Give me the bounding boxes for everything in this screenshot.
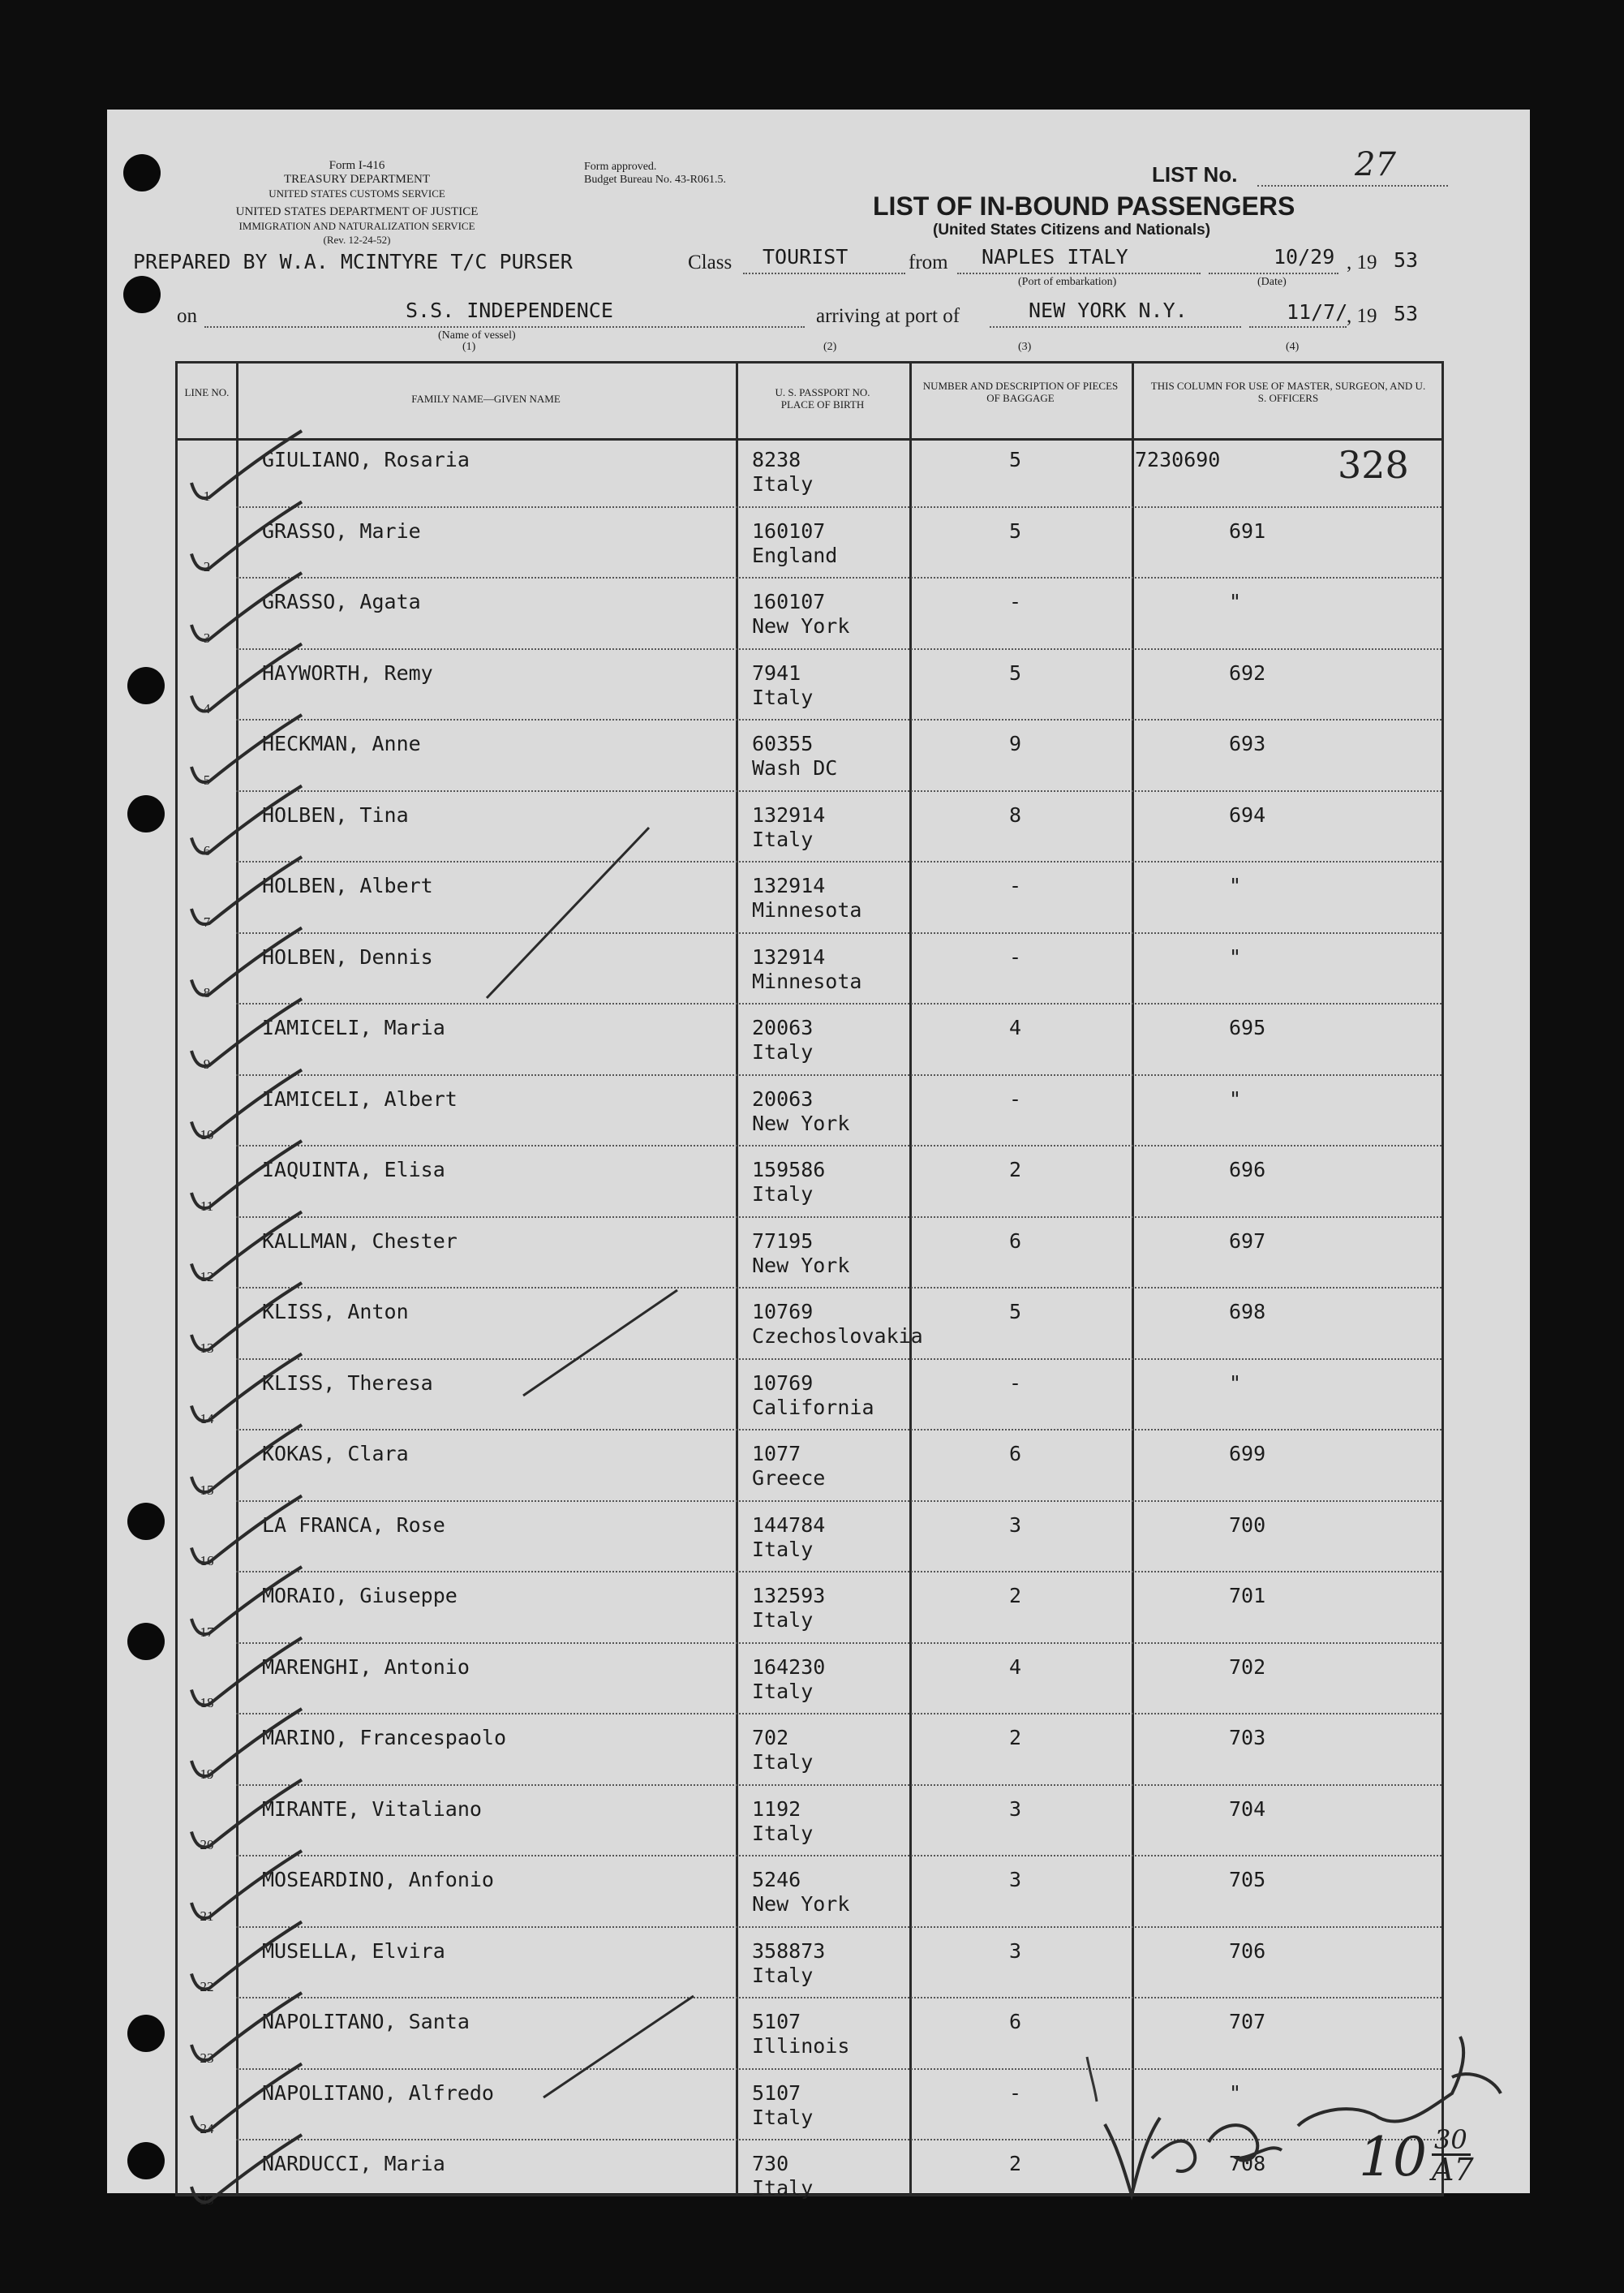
passenger-name: KLISS, Theresa (262, 1370, 433, 1395)
place-of-birth: Italy (752, 1679, 814, 1703)
line-number: 13 (200, 1340, 214, 1356)
line-number: 14 (200, 1411, 214, 1426)
line-number: 16 (200, 1553, 214, 1568)
place-of-birth: Minnesota (752, 898, 862, 922)
officer-number: 697 (1229, 1228, 1266, 1253)
passport-number: 132593 (752, 1584, 826, 1607)
line-number: 20 (200, 1837, 214, 1852)
header-baggage: NUMBER AND DESCRIPTION OF PIECES OF BAGGAGE (922, 380, 1119, 404)
place-of-birth: Italy (752, 827, 814, 851)
passport-number: 132914 (752, 944, 826, 969)
place-of-birth: New York (752, 1111, 850, 1135)
passenger-name: IAMICELI, Albert (262, 1086, 458, 1111)
passenger-name: NARDUCCI, Maria (262, 2152, 445, 2175)
passenger-name: GIULIANO, Rosaria (262, 448, 470, 471)
passport-number: 132914 (752, 874, 826, 897)
table-row (178, 1716, 1441, 1788)
treasury-dept: TREASURY DEPARTMENT (283, 173, 431, 186)
page-subtitle: (United States Citizens and Nationals) (933, 222, 1211, 239)
passport-number: 10769 (752, 1300, 814, 1323)
budget-bureau-text: Budget Bureau No. 43-R061.5. (584, 174, 726, 186)
justice-dept: UNITED STATES DEPARTMENT OF JUSTICE (235, 205, 479, 218)
officer-number: 695 (1229, 1016, 1266, 1039)
passenger-name: KLISS, Anton (262, 1300, 409, 1323)
header-officers: THIS COLUMN FOR USE OF MASTER, SURGEON, AND U. S. OFFICERS (1150, 380, 1426, 404)
line-number: 22 (200, 1979, 214, 1994)
officer-number: 703 (1229, 1726, 1266, 1749)
row-divider (236, 861, 1441, 863)
officer-number: " (1229, 590, 1242, 613)
handwritten-note-top: 30 (1434, 2124, 1467, 2155)
place-of-birth: Czechoslovakia (752, 1324, 923, 1348)
passport-number: 7941 (752, 660, 801, 685)
place-of-birth: California (752, 1395, 874, 1419)
header-line-no: LINE NO. (184, 386, 230, 398)
baggage-count: 5 (1009, 1300, 1022, 1323)
handwritten-row-number: 328 (1338, 443, 1409, 487)
baggage-count: 4 (1009, 1654, 1022, 1679)
table-row (178, 1432, 1441, 1504)
customs-service: UNITED STATES CUSTOMS SERVICE (269, 187, 445, 200)
class-label: Class (688, 252, 733, 273)
passport-number: 20063 (752, 1016, 814, 1039)
passport-number: 132914 (752, 802, 826, 827)
baggage-count: 3 (1009, 1868, 1022, 1891)
punch-hole (127, 1623, 165, 1660)
passport-number: 77195 (752, 1228, 814, 1253)
place-of-birth: Italy (752, 472, 814, 496)
table-row (178, 1788, 1441, 1859)
line-number: 12 (200, 1269, 214, 1284)
passenger-table (175, 361, 1444, 2208)
row-divider (236, 1145, 1441, 1146)
passport-number: 8238 (752, 448, 801, 471)
row-divider (236, 1713, 1441, 1714)
line-number: 25 (200, 2192, 214, 2208)
officer-number: 700 (1229, 1512, 1266, 1537)
row-divider (236, 1429, 1441, 1430)
baggage-count: 5 (1009, 660, 1022, 685)
officer-number: 692 (1229, 660, 1266, 685)
line-number: 4 (203, 701, 211, 716)
table-row (178, 1006, 1441, 1078)
port-embark-caption: (Port of embarkation) (1018, 276, 1117, 288)
baggage-count: 5 (1009, 448, 1022, 471)
place-of-birth: Italy (752, 1608, 814, 1632)
officer-number: " (1229, 944, 1242, 969)
from-label: from (909, 252, 948, 273)
departure-year: 53 (1394, 248, 1419, 272)
port-embark-underline (957, 273, 1201, 274)
passport-number: 164230 (752, 1654, 826, 1679)
place-of-birth: Italy (752, 2105, 814, 2129)
baggage-count: 6 (1009, 2010, 1022, 2033)
passenger-name: IAMICELI, Maria (262, 1016, 445, 1039)
table-row (178, 1362, 1441, 1433)
row-divider (236, 1784, 1441, 1786)
approved-text: Form approved. (584, 161, 657, 173)
baggage-count: 3 (1009, 1512, 1022, 1537)
baggage-count: 3 (1009, 1796, 1022, 1821)
header-name: FAMILY NAME—GIVEN NAME (411, 393, 561, 405)
place-of-birth: New York (752, 1253, 850, 1277)
table-row (178, 1148, 1441, 1220)
line-number: 8 (203, 985, 211, 1000)
officer-number: 699 (1229, 1442, 1266, 1465)
passenger-name: GRASSO, Marie (262, 518, 421, 543)
list-number: 27 (1355, 146, 1396, 183)
passenger-name: LA FRANCA, Rose (262, 1512, 445, 1537)
passenger-name: KOKAS, Clara (262, 1442, 409, 1465)
passport-number: 20063 (752, 1086, 814, 1111)
passenger-name: HOLBEN, Dennis (262, 944, 433, 969)
line-number: 1 (203, 488, 211, 504)
row-divider (236, 1358, 1441, 1360)
handwritten-note-main: 10 (1359, 2126, 1427, 2188)
arrival-date: 11/7/ (1287, 300, 1348, 324)
arrival-year-prefix: , 19 (1347, 305, 1377, 327)
passport-number: 159586 (752, 1158, 826, 1181)
baggage-count: 4 (1009, 1016, 1022, 1039)
baggage-count: 6 (1009, 1442, 1022, 1465)
passport-number: 358873 (752, 1938, 826, 1963)
baggage-count: 8 (1009, 802, 1022, 827)
place-of-birth: Italy (752, 1537, 814, 1561)
row-divider (236, 648, 1441, 650)
punch-hole (127, 1503, 165, 1540)
passport-number: 160107 (752, 590, 826, 613)
baggage-count: - (1009, 874, 1022, 897)
officer-number: 693 (1229, 732, 1266, 755)
list-no-label: LIST No. (1152, 162, 1238, 187)
officer-number: 704 (1229, 1796, 1266, 1821)
passenger-name: MUSELLA, Elvira (262, 1938, 445, 1963)
passenger-name: KALLMAN, Chester (262, 1228, 458, 1253)
line-number: 23 (200, 2050, 214, 2066)
line-number: 3 (203, 630, 211, 646)
vessel-name: S.S. INDEPENDENCE (406, 299, 613, 322)
line-number: 6 (203, 843, 211, 858)
baggage-count: - (1009, 944, 1022, 969)
page-title: LIST OF IN-BOUND PASSENGERS (873, 191, 1295, 221)
row-divider (236, 1997, 1441, 1998)
punch-hole (127, 2142, 165, 2179)
place-of-birth: England (752, 543, 838, 567)
officer-number: " (1229, 1370, 1242, 1395)
arrival-year: 53 (1394, 302, 1419, 325)
depart-date-underline (1209, 273, 1338, 274)
vessel-caption-number: (1) (462, 341, 476, 353)
passenger-name: MIRANTE, Vitaliano (262, 1796, 482, 1821)
baggage-count: - (1009, 1086, 1022, 1111)
row-divider (236, 1926, 1441, 1928)
baggage-count: 2 (1009, 1584, 1022, 1607)
line-number: 21 (200, 1908, 214, 1924)
line-number: 17 (200, 1624, 214, 1640)
officer-number: 708 (1229, 2152, 1266, 2175)
col4-number: (4) (1286, 341, 1300, 353)
line-number: 7 (203, 914, 211, 930)
passport-number: 5107 (752, 2010, 801, 2033)
punch-hole (123, 276, 161, 313)
table-row (178, 1646, 1441, 1717)
passenger-name: MARENGHI, Antonio (262, 1654, 470, 1679)
row-divider (236, 790, 1441, 792)
table-row (178, 936, 1441, 1007)
passport-number: 5107 (752, 2080, 801, 2105)
place-of-birth: Italy (752, 1750, 814, 1774)
depart-year-prefix: , 19 (1347, 252, 1377, 273)
place-of-birth: Italy (752, 2176, 814, 2200)
table-row (178, 1078, 1441, 1149)
row-divider (236, 1074, 1441, 1076)
table-row (178, 510, 1441, 581)
baggage-count: - (1009, 590, 1022, 613)
table-row (178, 864, 1441, 936)
table-row (178, 1290, 1441, 1362)
officer-number: " (1229, 2080, 1242, 2105)
table-row (178, 722, 1441, 794)
passport-number: 5246 (752, 1868, 801, 1891)
officer-number: 705 (1229, 1868, 1266, 1891)
table-row (178, 1504, 1441, 1575)
baggage-count: 3 (1009, 1938, 1022, 1963)
baggage-count: 9 (1009, 732, 1022, 755)
place-of-birth: Italy (752, 1182, 814, 1206)
col3-number: (3) (1018, 341, 1032, 353)
line-number: 11 (200, 1198, 214, 1214)
arriving-label: arriving at port of (816, 305, 960, 327)
baggage-count: 2 (1009, 1158, 1022, 1181)
place-of-birth: Italy (752, 1821, 814, 1845)
arrival-date-underline (1249, 326, 1347, 328)
passport-number: 160107 (752, 518, 826, 543)
list-no-underline (1257, 185, 1448, 187)
table-row (178, 2071, 1441, 2143)
form-revision: (Rev. 12-24-52) (323, 234, 391, 246)
row-divider (236, 1287, 1441, 1288)
officer-number: 694 (1229, 802, 1266, 827)
table-row (178, 2142, 1441, 2213)
officer-number: 706 (1229, 1938, 1266, 1963)
row-divider (236, 1571, 1441, 1572)
arrival-port: NEW YORK N.Y. (1029, 299, 1188, 322)
officer-number: 701 (1229, 1584, 1266, 1607)
port-of-embarkation: NAPLES ITALY (982, 245, 1128, 269)
class-underline (743, 273, 905, 274)
line-number: 10 (200, 1127, 214, 1142)
row-divider (236, 932, 1441, 934)
table-row (178, 1929, 1441, 2001)
table-row (178, 794, 1441, 865)
col2-number: (2) (823, 341, 837, 353)
row-divider (236, 719, 1441, 721)
baggage-count: - (1009, 1370, 1022, 1395)
passenger-name: MARINO, Francespaolo (262, 1726, 507, 1749)
class-value: TOURIST (763, 245, 849, 269)
baggage-count: 6 (1009, 1228, 1022, 1253)
line-number: 18 (200, 1695, 214, 1710)
header-passport: U. S. PASSPORT NO. PLACE OF BIRTH (775, 386, 870, 411)
place-of-birth: Italy (752, 1040, 814, 1064)
place-of-birth: Illinois (752, 2034, 850, 2058)
passport-number: 702 (752, 1726, 789, 1749)
on-label: on (177, 305, 197, 327)
passport-number: 1077 (752, 1442, 801, 1465)
passport-number: 1192 (752, 1796, 801, 1821)
passenger-name: HAYWORTH, Remy (262, 660, 433, 685)
officer-number: " (1229, 874, 1242, 897)
officer-number: 696 (1229, 1158, 1266, 1181)
table-row (178, 2000, 1441, 2071)
passenger-name: NAPOLITANO, Alfredo (262, 2080, 494, 2105)
passenger-name: HECKMAN, Anne (262, 732, 421, 755)
passenger-name: MOSEARDINO, Anfonio (262, 1868, 494, 1891)
baggage-count: - (1009, 2080, 1022, 2105)
row-divider (236, 1855, 1441, 1856)
row-divider (236, 506, 1441, 508)
table-row (178, 1574, 1441, 1646)
form-approval (584, 161, 726, 187)
punch-hole (127, 2015, 165, 2052)
passenger-name: MORAIO, Giuseppe (262, 1584, 458, 1607)
vessel-underline (204, 326, 805, 328)
immigration-service: IMMIGRATION AND NATURALIZATION SERVICE (238, 220, 475, 232)
place-of-birth: Italy (752, 1963, 814, 1987)
row-divider (236, 577, 1441, 579)
row-divider (236, 1216, 1441, 1218)
table-row (178, 1220, 1441, 1291)
baggage-count: 2 (1009, 2152, 1022, 2175)
passenger-name: NAPOLITANO, Santa (262, 2010, 470, 2033)
place-of-birth: Greece (752, 1466, 826, 1490)
punch-hole (127, 795, 165, 832)
baggage-count: 5 (1009, 518, 1022, 543)
prepared-by: PREPARED BY W.A. MCINTYRE T/C PURSER (133, 250, 573, 273)
officer-number: 698 (1229, 1300, 1266, 1323)
date-caption: (Date) (1257, 276, 1287, 288)
row-divider (236, 1642, 1441, 1644)
form-number: Form I-416 (329, 159, 385, 172)
line-number: 9 (203, 1056, 211, 1072)
passenger-name: IAQUINTA, Elisa (262, 1158, 445, 1181)
passenger-name: HOLBEN, Albert (262, 874, 433, 897)
vessel-caption: (Name of vessel) (438, 329, 516, 342)
baggage-count: 2 (1009, 1726, 1022, 1749)
row-divider (236, 2139, 1441, 2140)
officer-number: 702 (1229, 1654, 1266, 1679)
row-divider (236, 2068, 1441, 2070)
punch-hole (123, 154, 161, 191)
place-of-birth: Italy (752, 685, 814, 709)
officer-number: " (1229, 1086, 1242, 1111)
arrival-port-underline (990, 326, 1241, 328)
line-number: 19 (200, 1766, 214, 1782)
place-of-birth: New York (752, 614, 850, 638)
punch-hole (127, 667, 165, 704)
row-divider (236, 1003, 1441, 1005)
table-row (178, 652, 1441, 723)
passport-number: 144784 (752, 1512, 826, 1537)
departure-date: 10/29 (1274, 245, 1335, 269)
passenger-name: HOLBEN, Tina (262, 802, 409, 827)
form-department-block (170, 159, 543, 247)
table-row (178, 1858, 1441, 1929)
line-number: 5 (203, 772, 211, 788)
passenger-name: GRASSO, Agata (262, 590, 421, 613)
line-number: 2 (203, 559, 211, 574)
passport-number: 10769 (752, 1370, 814, 1395)
note-fraction-line (1432, 2153, 1471, 2156)
handwritten-note-sub: A7 (1432, 2152, 1474, 2188)
officer-number: 7230690 (1135, 448, 1221, 471)
officer-number: 707 (1229, 2010, 1266, 2033)
passport-number: 60355 (752, 732, 814, 755)
place-of-birth: Wash DC (752, 756, 838, 780)
line-number: 15 (200, 1482, 214, 1498)
line-number: 24 (200, 2121, 214, 2136)
place-of-birth: Minnesota (752, 969, 862, 993)
officer-number: 691 (1229, 518, 1266, 543)
passport-number: 730 (752, 2152, 789, 2175)
place-of-birth: New York (752, 1892, 850, 1916)
row-divider (236, 1500, 1441, 1502)
table-row (178, 580, 1441, 652)
table-row (178, 438, 1441, 510)
